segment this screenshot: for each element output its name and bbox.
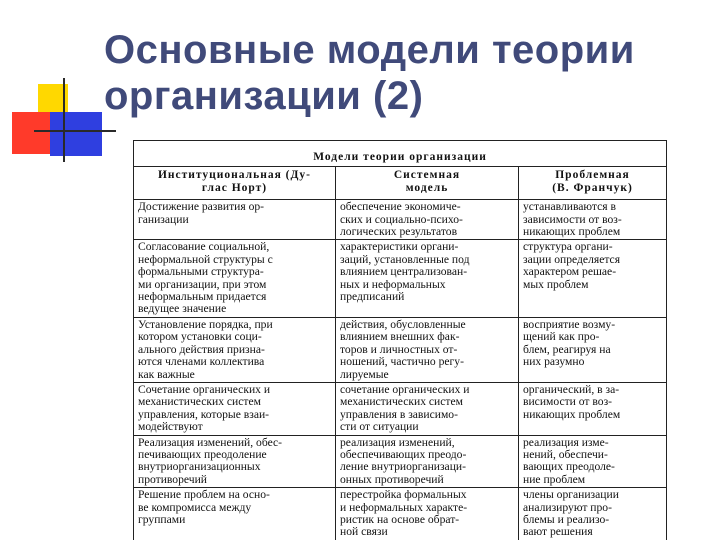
table-row — [134, 317, 667, 382]
table-cell: Согласование социальной, неформальной структуры с формальными структура- ми организации, при этом неформальным придается ведущее значение — [134, 240, 336, 317]
table-cell: Решение проблем на осно- ве компромисса между группами — [134, 488, 336, 540]
table-row — [134, 382, 667, 435]
table-caption: Модели теории организации — [134, 141, 667, 167]
table-cell: устанавливаются в зависимости от воз- никающих проблем — [519, 200, 667, 240]
table-header-row — [134, 167, 667, 200]
models-table-image — [133, 140, 666, 540]
table-row — [134, 200, 667, 240]
table-cell: характеристики органи- заций, установленные под влиянием централизован- ных и неформальных предписаний — [336, 240, 519, 317]
table-row — [134, 240, 667, 317]
table-cell: Достижение развития ор- ганизации — [134, 200, 336, 240]
table-cell: Сочетание органических и механистических систем управления, которые взаи- модействуют — [134, 382, 336, 435]
table-cell: реализация изме- нений, обеспечи- вающих преодоле- ние проблем — [519, 435, 667, 488]
decor-red-square — [12, 112, 54, 154]
table-cell: структура органи- зации определяется характером решае- мых проблем — [519, 240, 667, 317]
decor-vertical-line — [63, 78, 65, 162]
table-caption-row — [134, 141, 667, 167]
table-cell: органический, в за- висимости от воз- никающих проблем — [519, 382, 667, 435]
column-header: Институциональная (Ду- глас Норт) — [134, 167, 336, 200]
table-cell: члены организации анализируют про- блемы и реализо- вают решения — [519, 488, 667, 540]
decor-blue-square — [50, 112, 102, 156]
table-cell: реализация изменений, обеспечивающих преодо- ление внутриорганизаци- онных противоречий — [336, 435, 519, 488]
column-header: Проблемная (В. Франчук) — [519, 167, 667, 200]
slide-title-line-1: Основные модели теории — [104, 28, 635, 72]
table-cell: обеспечение экономиче- ских и социально-психо- логических результатов — [336, 200, 519, 240]
table-row — [134, 488, 667, 540]
table-cell: действия, обусловленные влиянием внешних фак- торов и личностных от- ношений, частично регу- лируемые — [336, 317, 519, 382]
slide-title-line-2: организации (2) — [104, 74, 424, 118]
table-body — [134, 200, 667, 540]
slide-title — [104, 27, 635, 119]
table-cell: сочетание органических и механистических систем управления в зависимо- сти от ситуации — [336, 382, 519, 435]
table-cell: Установление порядка, при котором установки соци- ального действия призна- ются членами коллектива как важные — [134, 317, 336, 382]
table-cell: перестройка формальных и неформальных характе- ристик на основе обрат- ной связи — [336, 488, 519, 540]
column-header: Системная модель — [336, 167, 519, 200]
table-cell: Реализация изменений, обес- печивающих преодоление внутриорганизационных противоречий — [134, 435, 336, 488]
models-table — [133, 140, 667, 540]
table-row — [134, 435, 667, 488]
decor-horizontal-line — [34, 130, 116, 132]
table-cell: восприятие возму- щений как про- блем, реагируя на них разумно — [519, 317, 667, 382]
